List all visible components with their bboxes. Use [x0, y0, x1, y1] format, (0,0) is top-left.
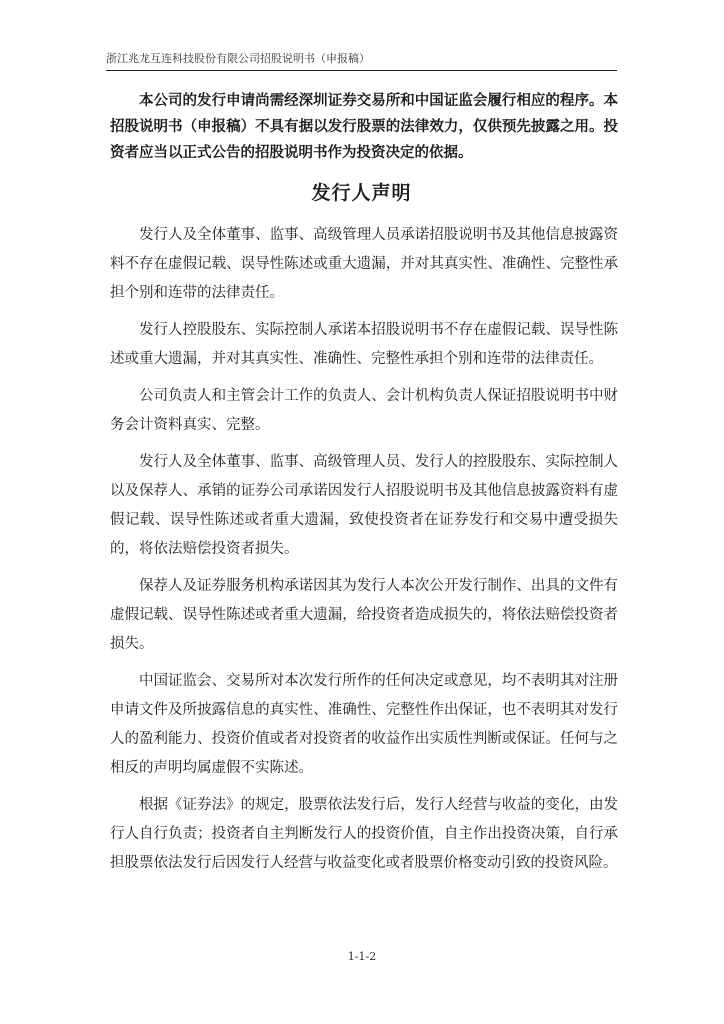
- paragraph: 发行人及全体董事、监事、高级管理人员、发行人的控股股东、实际控制人以及保荐人、承销的证券公司承诺因发行人招股说明书及其他信息披露资料有虚假记载、误导性陈述或者重大遗漏，致使投资者在证券发行和交易中遭受损失的，将依法赔偿投资者损失。: [110, 454, 618, 557]
- paragraph: 根据《证券法》的规定，股票依法发行后，发行人经营与收益的变化，由发行人自行负责；投资者自主判断发行人的投资价值，自主作出投资决策，自行承担股票依法发行后因发行人经营与收益变化或者股票价格变动引致的投资风险。: [110, 797, 618, 871]
- paragraph: 发行人控股股东、实际控制人承诺本招股说明书不存在虚假记载、误导性陈述或重大遗漏，并对其真实性、准确性、完整性承担个别和连带的法律责任。: [110, 322, 618, 367]
- page-title: 发行人声明: [311, 182, 412, 204]
- paragraph: 发行人及全体董事、监事、高级管理人员承诺招股说明书及其他信息披露资料不存在虚假记载、误导性陈述或重大遗漏，并对其真实性、准确性、完整性承担个别和连带的法律责任。: [110, 227, 618, 301]
- paragraph: 保荐人及证券服务机构承诺因其为发行人本次公开发行制作、出具的文件有虚假记载、误导性陈述或者重大遗漏，给投资者造成损失的，将依法赔偿投资者损失。: [110, 578, 618, 652]
- prospectus-notice: 本公司的发行申请尚需经深圳证券交易所和中国证监会履行相应的程序。本招股说明书（申报稿）不具有据以发行股票的法律效力，仅供预先披露之用。投资者应当以正式公告的招股说明书作为投资决定的依据。: [110, 93, 618, 161]
- paragraph: 中国证监会、交易所对本次发行所作的任何决定或意见，均不表明其对注册申请文件及所披露信息的真实性、准确性、完整性作出保证，也不表明其对发行人的盈利能力、投资价值或者对投资者的收益作出实质性判断或保证。任何与之相反的声明均属虚假不实陈述。: [110, 673, 618, 776]
- page-number: 1-1-2: [347, 950, 377, 963]
- paragraph: 公司负责人和主管会计工作的负责人、会计机构负责人保证招股说明书中财务会计资料真实、完整。: [110, 388, 618, 433]
- declaration-body: [110, 221, 618, 886]
- page-header: 浙江兆龙互连科技股份有限公司招股说明书（申报稿）: [106, 50, 617, 71]
